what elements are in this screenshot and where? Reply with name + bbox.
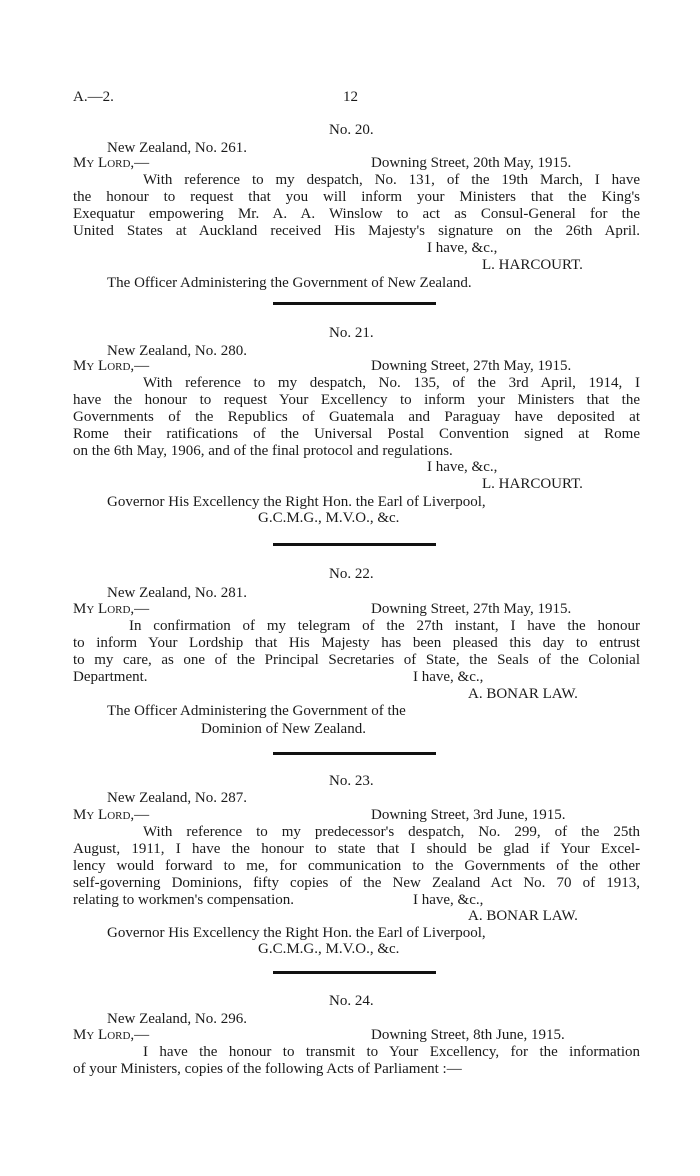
addressee: The Officer Administering the Government of New Zealand. (107, 275, 472, 291)
body-line: of your Ministers, copies of the following Acts of Parliament :— (73, 1061, 462, 1077)
nz-reference: New Zealand, No. 261. (107, 140, 247, 156)
body-line: the honour to request that you will inform your Ministers that the King's (73, 189, 640, 205)
nz-reference: New Zealand, No. 287. (107, 790, 247, 806)
salutation: My Lord,— (73, 155, 150, 171)
place-date: Downing Street, 27th May, 1915. (371, 358, 572, 374)
signature: L. HARCOURT. (482, 476, 583, 492)
body-line: have the honour to request Your Excellency to inform your Ministers that the (73, 392, 640, 408)
addressee: Dominion of New Zealand. (201, 721, 366, 737)
section-divider (273, 302, 436, 305)
place-date: Downing Street, 27th May, 1915. (371, 601, 572, 617)
body-line: United States at Auckland received His Majesty's signature on the 26th April. (73, 223, 640, 239)
addressee: Governor His Excellency the Right Hon. the Earl of Liverpool, (107, 494, 486, 510)
despatch-number: No. 20. (329, 122, 374, 138)
salutation: My Lord,— (73, 1027, 150, 1043)
page-reference: A.—2. (73, 89, 114, 105)
despatch-number: No. 21. (329, 325, 374, 341)
body-line: Exequatur empowering Mr. A. A. Winslow to act as Consul-General for the (73, 206, 640, 222)
closing: I have, &c., (413, 669, 484, 685)
addressee: G.C.M.G., M.V.O., &c. (258, 510, 400, 526)
closing: I have, &c., (427, 240, 498, 256)
body-line: Governments of the Republics of Guatemala and Paraguay have deposited at (73, 409, 640, 425)
page-number: 12 (343, 89, 358, 105)
body-line: With reference to my despatch, No. 135, of the 3rd April, 1914, I (143, 375, 640, 391)
body-line: to inform Your Lordship that His Majesty has been pleased this day to entrust (73, 635, 640, 651)
body-line: relating to workmen's compensation. (73, 892, 294, 908)
salutation: My Lord,— (73, 807, 150, 823)
place-date: Downing Street, 3rd June, 1915. (371, 807, 566, 823)
despatch-number: No. 24. (329, 993, 374, 1009)
signature: A. BONAR LAW. (468, 686, 578, 702)
addressee: G.C.M.G., M.V.O., &c. (258, 941, 400, 957)
section-divider (273, 543, 436, 546)
body-line: lency would forward to me, for communication to the Governments of the other (73, 858, 640, 874)
closing: I have, &c., (427, 459, 498, 475)
place-date: Downing Street, 8th June, 1915. (371, 1027, 565, 1043)
body-line: on the 6th May, 1906, and of the final protocol and regulations. (73, 443, 453, 459)
nz-reference: New Zealand, No. 296. (107, 1011, 247, 1027)
addressee: The Officer Administering the Government of the (107, 703, 406, 719)
body-line: With reference to my predecessor's despatch, No. 299, of the 25th (143, 824, 640, 840)
body-line: to my care, as one of the Principal Secretaries of State, the Seals of the Colonial (73, 652, 640, 668)
despatch-number: No. 23. (329, 773, 374, 789)
signature: A. BONAR LAW. (468, 908, 578, 924)
body-line: Rome their ratifications of the Universal Postal Convention signed at Rome (73, 426, 640, 442)
body-line: Department. (73, 669, 148, 685)
salutation: My Lord,— (73, 601, 150, 617)
body-line: self-governing Dominions, fifty copies of the New Zealand Act No. 70 of 1913, (73, 875, 640, 891)
section-divider (273, 971, 436, 974)
body-line: I have the honour to transmit to Your Excellency, for the information (143, 1044, 640, 1060)
closing: I have, &c., (413, 892, 484, 908)
nz-reference: New Zealand, No. 281. (107, 585, 247, 601)
salutation: My Lord,— (73, 358, 150, 374)
despatch-number: No. 22. (329, 566, 374, 582)
body-line: In confirmation of my telegram of the 27th instant, I have the honour (129, 618, 640, 634)
signature: L. HARCOURT. (482, 257, 583, 273)
nz-reference: New Zealand, No. 280. (107, 343, 247, 359)
section-divider (273, 752, 436, 755)
body-line: August, 1911, I have the honour to state that I should be glad if Your Excel- (73, 841, 640, 857)
body-line: With reference to my despatch, No. 131, of the 19th March, I have (143, 172, 640, 188)
place-date: Downing Street, 20th May, 1915. (371, 155, 572, 171)
addressee: Governor His Excellency the Right Hon. the Earl of Liverpool, (107, 925, 486, 941)
